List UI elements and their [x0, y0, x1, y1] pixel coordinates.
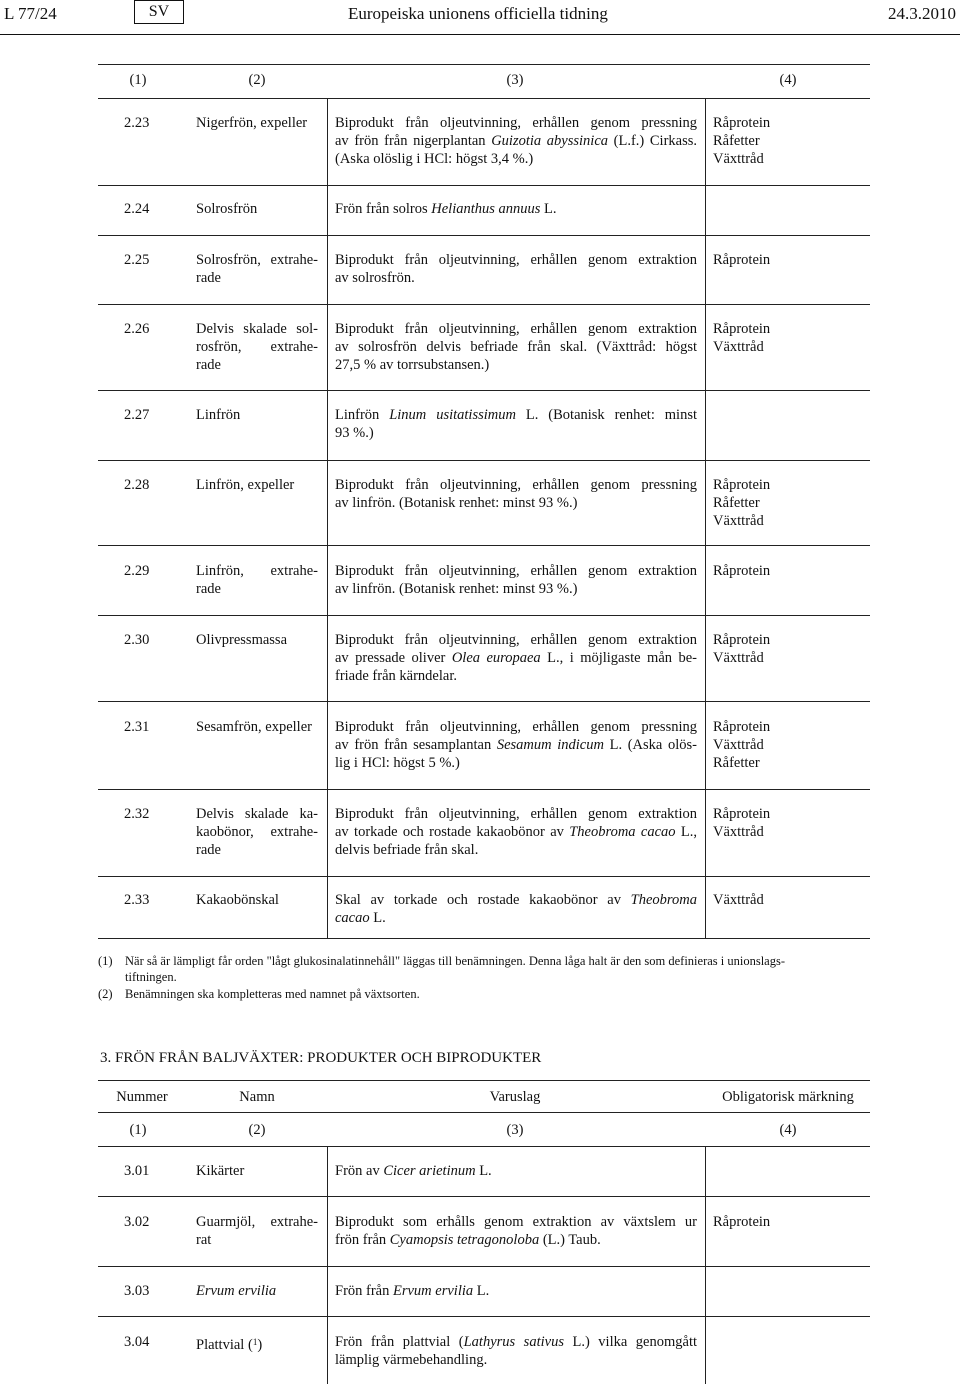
column-header-2: Namn [239, 1089, 275, 1105]
row-description-line-2: cacao L. [335, 910, 386, 926]
row-description-line-1: Biprodukt som erhålls genom extraktion av växtslem ur [335, 1214, 697, 1230]
table2-divider-1 [327, 1146, 328, 1384]
row-number: 2.30 [124, 632, 150, 648]
row-description-line-1: Biprodukt från oljeutvinning, erhållen genom extraktion [335, 563, 697, 579]
row-number: 2.26 [124, 321, 150, 337]
row-description-line-3: (Aska olöslig i HCl: högst 3,4 %.) [335, 151, 534, 167]
row-number: 3.01 [124, 1163, 150, 1179]
row-description-line-2: lämplig värmebehandling. [335, 1352, 488, 1368]
footnote-2-label: (2) [98, 987, 113, 1001]
table2-column-number-1: (1) [129, 1122, 147, 1138]
row-description-line-1: Frön från Ervum ervilia L. [335, 1283, 490, 1299]
row-rule [98, 1316, 870, 1317]
row-name-line-1: Kakaobönskal [196, 892, 279, 908]
row-labelling-line-1: Råprotein [713, 563, 771, 579]
row-description-line-2: av pressade oliver Olea europaea L., i möjligaste mån be- [335, 650, 697, 666]
footnote-1-line-1: När så är lämpligt får orden "lågt glukosinalatinnehåll" läggas till benämningen. Denna låga halt är den som definieras i unionslags- [125, 954, 786, 968]
row-name-line-1: Linfrön, extrahe- [196, 563, 318, 579]
table2-column-number-4: (4) [779, 1122, 797, 1138]
row-description-line-1: Biprodukt från oljeutvinning, erhållen genom pressning [335, 115, 697, 131]
footnote-1-line-2: tiftningen. [125, 970, 177, 984]
row-name-line-2: rade [196, 270, 221, 286]
row-labelling-line-1: Råprotein [713, 806, 771, 822]
row-description-line-1: Biprodukt från oljeutvinning, erhållen genom pressning [335, 477, 697, 493]
row-labelling-line-1: Råprotein [713, 252, 771, 268]
row-labelling-line-2: Växttråd [713, 824, 764, 840]
row-number: 2.27 [124, 407, 150, 423]
row-description-line-3: delvis befriade från skal. [335, 842, 479, 858]
row-number: 2.24 [124, 201, 150, 217]
row-description-line-1: Linfrön Linum usitatissimum L. (Botanisk renhet: minst [335, 407, 697, 423]
row-description-line-1: Biprodukt från oljeutvinning, erhållen genom extraktion [335, 806, 697, 822]
row-description-line-3: lig i HCl: högst 5 %.) [335, 755, 460, 771]
table2-top-rule [98, 1080, 870, 1081]
row-rule [98, 1266, 870, 1267]
row-name-line-1: Plattvial ($^1$) [196, 1337, 263, 1353]
row-number: 3.04 [124, 1334, 150, 1350]
row-name-line-1: Guarmjöl, extrahe- [196, 1214, 318, 1230]
table2-column-number-3: (3) [506, 1122, 524, 1138]
row-name-line-1: Ervum ervilia [196, 1283, 277, 1299]
row-name-line-2: rat [196, 1232, 212, 1248]
row-labelling-line-1: Växttråd [713, 892, 764, 908]
row-name-line-3: rade [196, 357, 221, 373]
row-labelling-line-2: Råfetter [713, 495, 760, 511]
row-name-line-1: Solrosfrön, extrahe- [196, 252, 318, 268]
footnote-2-line-1: Benämningen ska kompletteras med namnet på växtsorten. [125, 987, 420, 1001]
table2-column-number-2: (2) [248, 1122, 266, 1138]
row-description-line-2: 93 %.) [335, 425, 374, 441]
row-description-line-1: Frön från solros Helianthus annuus L. [335, 201, 557, 217]
row-description-line-2: av solrosfrön. [335, 270, 415, 286]
row-labelling-line-1: Råprotein [713, 115, 771, 131]
row-number: 2.31 [124, 719, 150, 735]
row-description-line-2: av torkade och rostade kakaobönor av Theobroma cacao L., [335, 824, 698, 840]
column-number-3: (3) [506, 72, 524, 88]
row-name-line-1: Kikärter [196, 1163, 245, 1179]
row-name-line-1: Delvis skalade sol- [196, 321, 318, 337]
row-name-line-1: Linfrön [196, 407, 241, 423]
row-description-line-1: Biprodukt från oljeutvinning, erhållen genom extraktion [335, 632, 697, 648]
table2-divider-2 [705, 1146, 706, 1384]
row-number: 2.33 [124, 892, 150, 908]
row-name-line-2: rade [196, 581, 221, 597]
row-name-line-1: Solrosfrön [196, 201, 258, 217]
row-description-line-3: friade från kärndelar. [335, 668, 457, 684]
row-number: 2.25 [124, 252, 150, 268]
row-number: 2.23 [124, 115, 150, 131]
column-number-1: (1) [129, 72, 147, 88]
row-name-line-1: Sesamfrön, expeller [196, 719, 312, 735]
row-labelling-line-3: Växttråd [713, 151, 764, 167]
row-labelling-line-2: Växttråd [713, 339, 764, 355]
row-labelling-line-1: Råprotein [713, 477, 771, 493]
row-description-line-1: Frön av Cicer arietinum L. [335, 1163, 492, 1179]
row-labelling-line-2: Växttråd [713, 650, 764, 666]
column-header-3: Varuslag [489, 1089, 541, 1105]
row-labelling-line-2: Växttråd [713, 737, 764, 753]
row-description-line-1: Frön från plattvial (Lathyrus sativus L.) vilka genomgått [335, 1334, 697, 1350]
row-description-line-2: av frön från sesamplantan Sesamum indicum L. (Aska olös- [335, 737, 697, 753]
column-number-4: (4) [779, 72, 797, 88]
row-name-line-1: Nigerfrön, expeller [196, 115, 308, 131]
row-rule [98, 1196, 870, 1197]
row-description-line-2: av solrosfrön delvis befriade från skal. (Växttråd: högst [335, 339, 697, 355]
row-description-line-1: Biprodukt från oljeutvinning, erhållen genom extraktion [335, 321, 697, 337]
column-header-4: Obligatorisk märkning [722, 1089, 854, 1105]
row-description-line-2: av linfrön. (Botanisk renhet: minst 93 %.) [335, 581, 578, 597]
page-reference: L 77/24 [4, 4, 57, 23]
section-title: 3. FRÖN FRÅN BALJVÄXTER: PRODUKTER OCH BIPRODUKTER [100, 1050, 542, 1066]
table2-colnum-rule [98, 1146, 870, 1147]
row-labelling-line-1: Råprotein [713, 321, 771, 337]
row-name-line-3: rade [196, 842, 221, 858]
row-labelling-line-3: Växttråd [713, 513, 764, 529]
row-number: 2.29 [124, 563, 150, 579]
row-name-line-1: Olivpressmassa [196, 632, 288, 648]
table2-header-rule [98, 1112, 870, 1113]
row-labelling-line-1: Råprotein [713, 719, 771, 735]
row-labelling-line-3: Råfetter [713, 755, 760, 771]
row-description-line-3: 27,5 % av torrsubstansen.) [335, 357, 490, 373]
row-labelling-line-2: Råfetter [713, 133, 760, 149]
row-description-line-1: Biprodukt från oljeutvinning, erhållen genom pressning [335, 719, 697, 735]
row-description-line-2: av linfrön. (Botanisk renhet: minst 93 %.) [335, 495, 578, 511]
row-labelling-line-1: Råprotein [713, 632, 771, 648]
row-description-line-1: Skal av torkade och rostade kakaobönor av Theobroma [335, 892, 697, 908]
row-number: 2.28 [124, 477, 150, 493]
row-name-line-1: Delvis skalade ka- [196, 806, 318, 822]
row-description-line-1: Biprodukt från oljeutvinning, erhållen genom extraktion [335, 252, 697, 268]
publication-date: 24.3.2010 [888, 4, 956, 23]
row-name-line-1: Linfrön, expeller [196, 477, 295, 493]
row-description-line-2: frön från Cyamopsis tetragonoloba (L.) Taub. [335, 1232, 601, 1248]
column-header-1: Nummer [116, 1089, 168, 1105]
row-description-line-2: av frön från nigerplantan Guizotia abyssinica (L.f.) Cirkass. [335, 133, 698, 149]
language-badge: SV [134, 0, 184, 24]
column-number-2: (2) [248, 72, 266, 88]
row-number: 2.32 [124, 806, 150, 822]
journal-title: Europeiska unionens officiella tidning [348, 4, 608, 23]
row-number: 3.02 [124, 1214, 150, 1230]
row-name-line-2: rosfrön, extrahe- [196, 339, 318, 355]
row-name-line-2: kaobönor, extrahe- [196, 824, 318, 840]
footnote-1-label: (1) [98, 954, 113, 968]
row-labelling-line-1: Råprotein [713, 1214, 771, 1230]
row-number: 3.03 [124, 1283, 150, 1299]
